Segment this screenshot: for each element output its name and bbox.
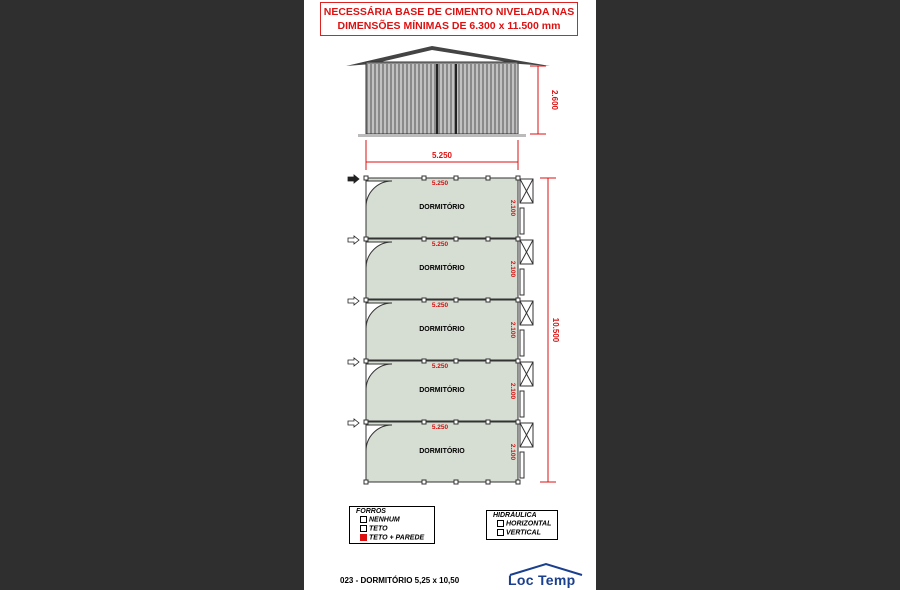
module-1 <box>348 175 533 238</box>
entry-arrow-icon <box>348 175 359 183</box>
module-depth-label: 2.100 <box>509 321 516 339</box>
module-depth-label: 2.100 <box>509 199 516 217</box>
post-marker <box>516 176 520 180</box>
forros-option-teto[interactable]: TETO <box>360 525 388 532</box>
notice-line-1: NECESSÁRIA BASE DE CIMENTO NIVELADA NAS <box>323 6 575 18</box>
post-marker <box>486 237 490 241</box>
post-marker <box>422 298 426 302</box>
legend-forros <box>349 506 435 544</box>
module-depth-label: 2.100 <box>509 382 516 400</box>
brand-logo <box>508 572 575 588</box>
post-marker <box>516 420 520 424</box>
model-caption: 023 - DORMITÓRIO 5,25 x 10,50 <box>340 576 460 585</box>
post-marker <box>422 359 426 363</box>
module-length-label: 5.250 <box>431 302 449 309</box>
post-marker <box>364 420 368 424</box>
elevation-base <box>358 134 526 137</box>
post-marker <box>364 480 368 484</box>
forros-option-teto-parede[interactable]: TETO + PAREDE <box>360 534 424 541</box>
post-marker <box>454 420 458 424</box>
post-marker <box>516 359 520 363</box>
room-label: DORMITÓRIO <box>419 326 465 333</box>
total-dim-label: 10.500 <box>551 317 560 343</box>
legend-hidraulica <box>486 510 558 540</box>
module-length-label: 5.250 <box>431 363 449 370</box>
hidraulica-option-horizontal[interactable]: HORIZONTAL <box>497 520 551 527</box>
brand-name: Loc Temp <box>508 572 576 588</box>
forros-option-nenhum[interactable]: NENHUM <box>360 516 400 523</box>
post-marker <box>516 298 520 302</box>
entry-arrow-icon <box>348 297 359 305</box>
post-marker <box>486 480 490 484</box>
entry-arrow-icon <box>348 236 359 244</box>
post-marker <box>364 176 368 180</box>
module-length-label: 5.250 <box>431 241 449 248</box>
post-marker <box>422 480 426 484</box>
hidraulica-option-vertical[interactable]: VERTICAL <box>497 529 541 536</box>
room-label: DORMITÓRIO <box>419 448 465 455</box>
post-marker <box>422 420 426 424</box>
window-slot <box>520 452 524 478</box>
post-marker <box>364 237 368 241</box>
post-marker <box>422 237 426 241</box>
post-marker <box>454 298 458 302</box>
front-elevation <box>346 46 559 170</box>
post-marker <box>454 359 458 363</box>
width-dim-label: 5.250 <box>431 151 453 160</box>
module-depth-label: 2.100 <box>509 260 516 278</box>
window-slot <box>520 391 524 417</box>
module-depth-label: 2.100 <box>509 443 516 461</box>
module-5 <box>348 419 533 482</box>
entry-arrow-icon <box>348 358 359 366</box>
height-dim-label: 2.600 <box>550 89 559 111</box>
post-marker <box>486 359 490 363</box>
window-slot <box>520 330 524 356</box>
post-marker <box>486 420 490 424</box>
post-marker <box>422 176 426 180</box>
checkbox-icon <box>360 516 367 523</box>
module-2 <box>348 236 533 299</box>
post-marker <box>454 176 458 180</box>
checkbox-icon <box>497 520 504 527</box>
total-length-dimension <box>540 178 560 482</box>
floor-plan <box>348 175 533 484</box>
room-label: DORMITÓRIO <box>419 204 465 211</box>
logo-roof-icon <box>508 562 584 576</box>
post-marker <box>516 480 520 484</box>
post-marker <box>454 480 458 484</box>
checkbox-checked-icon <box>360 534 367 541</box>
module-length-label: 5.250 <box>431 180 449 187</box>
entry-arrow-icon <box>348 419 359 427</box>
window-slot <box>520 208 524 234</box>
legend-hidraulica-title: HIDRÁULICA <box>493 512 537 519</box>
post-marker <box>454 237 458 241</box>
notice-line-2: DIMENSÕES MÍNIMAS DE 6.300 x 11.500 mm <box>337 20 561 32</box>
module-4 <box>348 358 533 421</box>
room-label: DORMITÓRIO <box>419 387 465 394</box>
post-marker <box>364 359 368 363</box>
window-slot <box>520 269 524 295</box>
checkbox-icon <box>360 525 367 532</box>
module-length-label: 5.250 <box>431 424 449 431</box>
post-marker <box>486 298 490 302</box>
post-marker <box>516 237 520 241</box>
post-marker <box>364 298 368 302</box>
legend-forros-title: FORROS <box>356 508 386 515</box>
checkbox-icon <box>497 529 504 536</box>
module-3 <box>348 297 533 360</box>
room-label: DORMITÓRIO <box>419 265 465 272</box>
post-marker <box>486 176 490 180</box>
